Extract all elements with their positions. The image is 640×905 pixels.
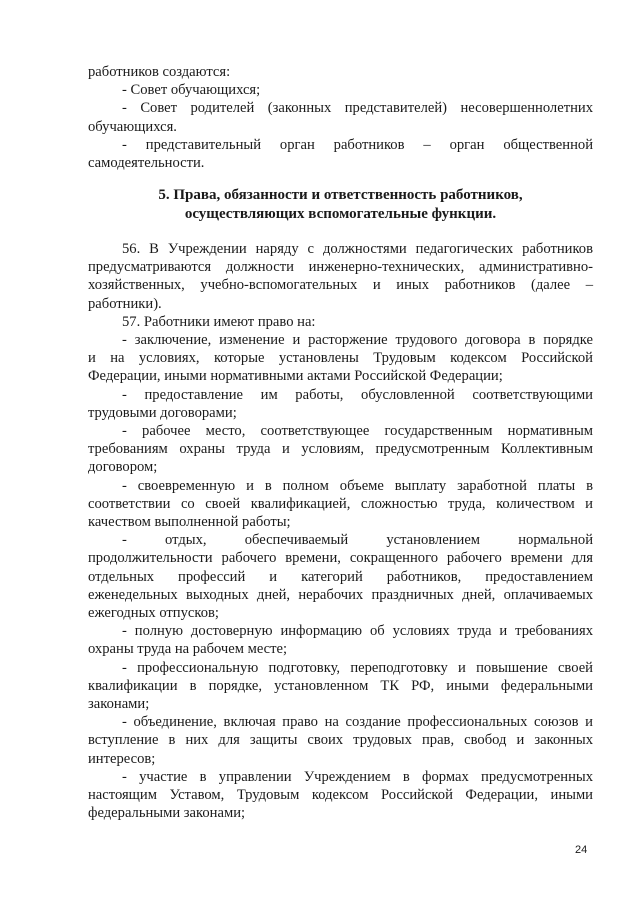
text-line: ежегодных отпусков; bbox=[88, 605, 219, 621]
text-line: 56. В Учреждении наряду с должностями педагогических работников bbox=[122, 241, 593, 257]
text-line: обучающихся. bbox=[88, 118, 177, 135]
text-line: - профессиональную подготовку, переподготовку и повышение своей bbox=[122, 659, 593, 676]
text-line: договором; bbox=[88, 459, 158, 476]
text-line: - предоставление им работы, обусловленной соответствующими bbox=[122, 386, 593, 403]
text-line: работники). bbox=[88, 295, 162, 312]
text-line: охраны труда на рабочем месте; bbox=[88, 641, 288, 658]
text-line: - заключение, изменение и расторжение трудового договора в порядке bbox=[122, 332, 593, 348]
text-line: настоящим Уставом, Трудовым кодексом Российской Федерации, иными bbox=[88, 787, 593, 803]
text-line: соответствии со своей квалификацией, сложностью труда, количеством и bbox=[88, 495, 593, 512]
section-heading bbox=[88, 186, 593, 224]
text-line: - объединение, включая право на создание профессиональных союзов и bbox=[122, 714, 593, 731]
text-line: федеральными законами; bbox=[88, 805, 246, 822]
text-line: хозяйственных, учебно-вспомогательных и иных работников (далее – bbox=[88, 277, 593, 294]
page-number: 24 bbox=[575, 844, 588, 856]
text-line: - Совет обучающихся; bbox=[122, 82, 261, 99]
text-line: качеством выполненной работы; bbox=[88, 514, 291, 530]
text-line: интересов; bbox=[88, 750, 156, 767]
text-line: законами; bbox=[88, 696, 150, 712]
text-line: вступление в них для защиты своих трудовых прав, свобод и законных bbox=[88, 732, 593, 749]
text-line: - участие в управлении Учреждением в формах предусмотренных bbox=[122, 768, 593, 785]
text-line: и на условиях, которые установлены Трудовым кодексом Российской bbox=[88, 350, 593, 367]
text-line: 57. Работники имеют право на: bbox=[122, 313, 316, 330]
text-line: самодеятельности. bbox=[88, 155, 205, 171]
text-line: работников создаются: bbox=[88, 64, 231, 80]
text-line: Федерации, иными нормативными актами Российской Федерации; bbox=[88, 368, 503, 385]
text-line: предусматриваются должности инженерно-технических, административно- bbox=[88, 259, 593, 276]
text-line: отдельных профессий и категорий работников, предоставлением bbox=[88, 568, 593, 585]
text-line: - отдых, обеспечиваемый установлением нормальной bbox=[122, 532, 593, 549]
text-line: - полную достоверную информацию об условиях труда и требованиях bbox=[122, 623, 593, 640]
text-line: - своевременную и в полном объеме выплату заработной платы в bbox=[122, 477, 593, 494]
text-line: - рабочее место, соответствующее государственным нормативным bbox=[122, 423, 593, 439]
heading-line-1: 5. Права, обязанности и ответственность работников, bbox=[158, 187, 523, 203]
text-line: продолжительности рабочего времени, сокращенного рабочего времени для bbox=[88, 550, 593, 567]
text-line: трудовыми договорами; bbox=[88, 404, 237, 421]
heading-line-2: осуществляющих вспомогательные функции. bbox=[184, 206, 497, 222]
text-line: еженедельных выходных дней, нерабочих праздничных дней, оплачиваемых bbox=[88, 586, 593, 603]
text-line: квалификации в порядке, установленном ТК РФ, иными федеральными bbox=[88, 677, 593, 694]
text-line: требованиям охраны труда и условиям, предусмотренным Коллективным bbox=[88, 441, 593, 458]
text-line: - представительный орган работников – орган общественной bbox=[122, 136, 593, 153]
text-line: - Совет родителей (законных представителей) несовершеннолетних bbox=[122, 100, 593, 117]
